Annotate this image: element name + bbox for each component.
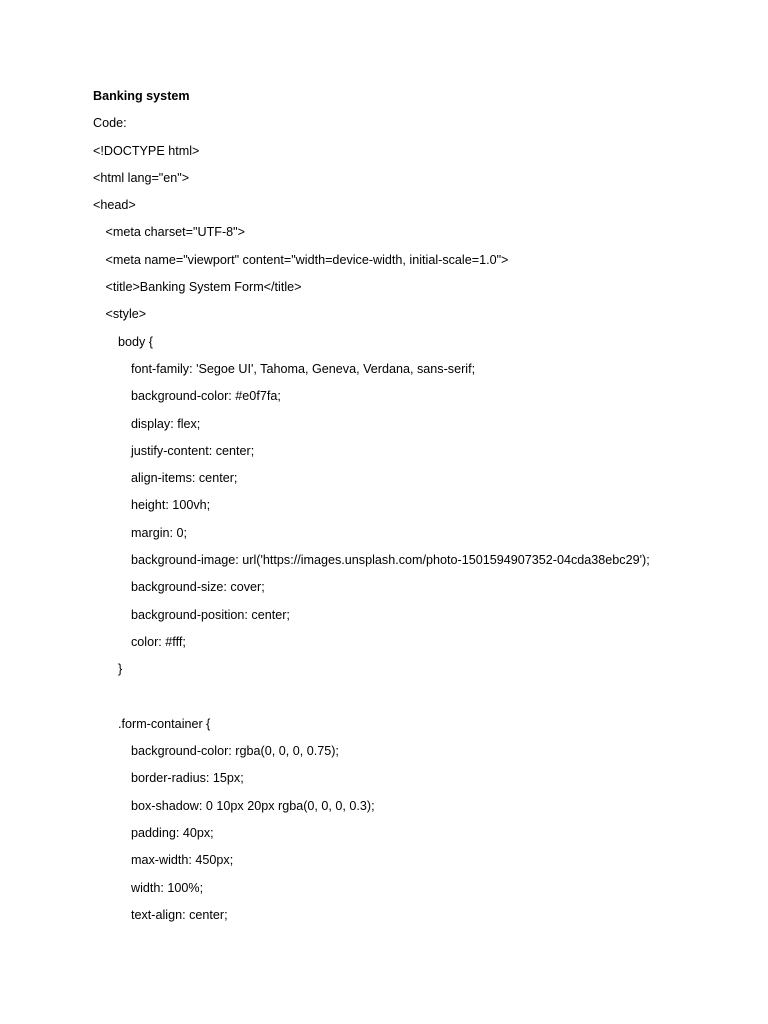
code-line: background-position: center; xyxy=(131,607,290,622)
code-line: <!DOCTYPE html> xyxy=(93,143,200,158)
code-line: border-radius: 15px; xyxy=(131,771,244,786)
code-line: .form-container { xyxy=(118,716,211,731)
code-line: width: 100%; xyxy=(131,880,204,895)
code-line: background-size: cover; xyxy=(131,580,265,595)
code-line: font-family: 'Segoe UI', Tahoma, Geneva, Verdana, sans-serif; xyxy=(131,361,476,376)
code-line: Code: xyxy=(93,116,127,131)
code-line: box-shadow: 0 10px 20px rgba(0, 0, 0, 0.3); xyxy=(131,798,375,813)
code-line: <meta name="viewport" content="width=device-width, initial-scale=1.0"> xyxy=(105,252,509,267)
code-line: background-color: rgba(0, 0, 0, 0.75); xyxy=(131,744,339,759)
code-line: display: flex; xyxy=(131,416,201,431)
code-line: background-color: #e0f7fa; xyxy=(131,389,281,404)
code-line: <title>Banking System Form</title> xyxy=(105,280,302,295)
document-body xyxy=(93,86,733,932)
code-line: } xyxy=(118,662,123,677)
code-line: <head> xyxy=(93,198,136,213)
code-line: <style> xyxy=(105,307,147,322)
code-listing xyxy=(93,113,733,932)
code-line: justify-content: center; xyxy=(131,443,255,458)
code-line: padding: 40px; xyxy=(131,826,214,841)
code-line: <html lang="en"> xyxy=(93,170,190,185)
code-line xyxy=(93,687,733,714)
code-line: color: #fff; xyxy=(131,634,186,649)
code-line: align-items: center; xyxy=(131,471,238,486)
code-line: margin: 0; xyxy=(131,525,187,540)
code-line: body { xyxy=(118,334,154,349)
code-line: max-width: 450px; xyxy=(131,853,234,868)
code-line: text-align: center; xyxy=(131,907,228,922)
code-line: background-image: url('https://images.unsplash.com/photo-1501594907352-04cda38ebc29'); xyxy=(131,553,650,568)
code-line: height: 100vh; xyxy=(131,498,211,513)
document-title: Banking system xyxy=(93,89,190,103)
code-line: <meta charset="UTF-8"> xyxy=(105,225,245,240)
